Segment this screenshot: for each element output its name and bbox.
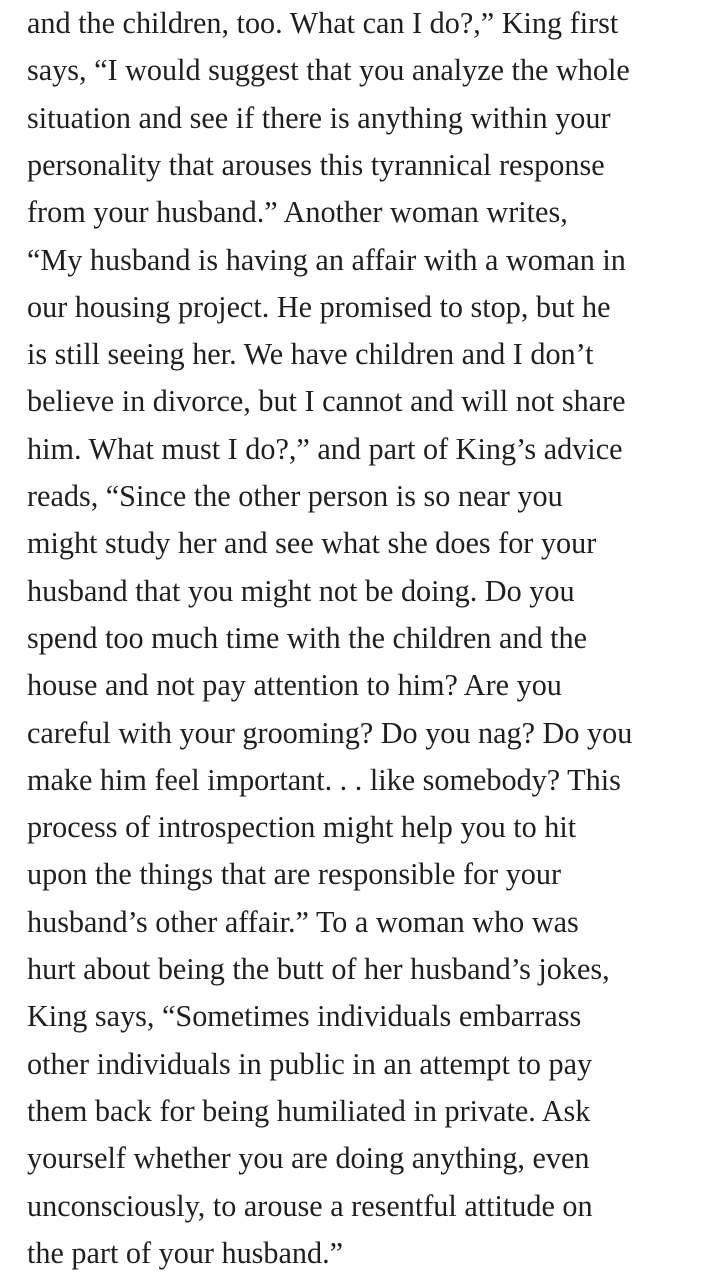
text-line: personality that arouses this tyrannical response [27, 147, 605, 182]
text-line: our housing project. He promised to stop, but he [27, 289, 611, 324]
text-line: him. What must I do?,” and part of King’s advice [27, 431, 623, 466]
text-line: unconsciously, to arouse a resentful attitude on [27, 1188, 593, 1223]
text-line: process of introspection might help you to hit [27, 810, 577, 845]
text-line: careful with your grooming? Do you nag? Do you [27, 715, 633, 750]
text-line: other individuals in public in an attempt to pay [27, 1046, 593, 1081]
text-line: husband’s other affair.” To a woman who was [27, 904, 579, 939]
text-line: is still seeing her. We have children and I don’t [27, 337, 594, 372]
text-line: and the children, too. What can I do?,” King first [27, 6, 619, 40]
text-line: house and not pay attention to him? Are you [27, 668, 562, 703]
text-line: upon the things that are responsible for your [27, 857, 562, 892]
text-line: the part of your husband.” [27, 1235, 344, 1270]
text-line: believe in divorce, but I cannot and will not share [27, 384, 626, 419]
text-line: King says, “Sometimes individuals embarrass [27, 999, 582, 1034]
text-line: make him feel important. . . like somebody? This [27, 762, 621, 797]
text-line: yourself whether you are doing anything, even [27, 1141, 590, 1176]
text-line: spend too much time with the children and the [27, 620, 588, 655]
text-line: might study her and see what she does for your [27, 526, 597, 561]
text-line: them back for being humiliated in private. Ask [27, 1093, 591, 1128]
text-line: situation and see if there is anything within your [27, 100, 611, 135]
text-line: husband that you might not be doing. Do you [27, 573, 575, 608]
text-line: says, “I would suggest that you analyze the whole [27, 53, 630, 88]
text-line: reads, “Since the other person is so near you [27, 479, 563, 513]
text-line: hurt about being the butt of her husband’s jokes, [27, 952, 610, 986]
text-line: from your husband.” Another woman writes, [27, 195, 568, 230]
text-line: “My husband is having an affair with a woman in [27, 242, 626, 277]
